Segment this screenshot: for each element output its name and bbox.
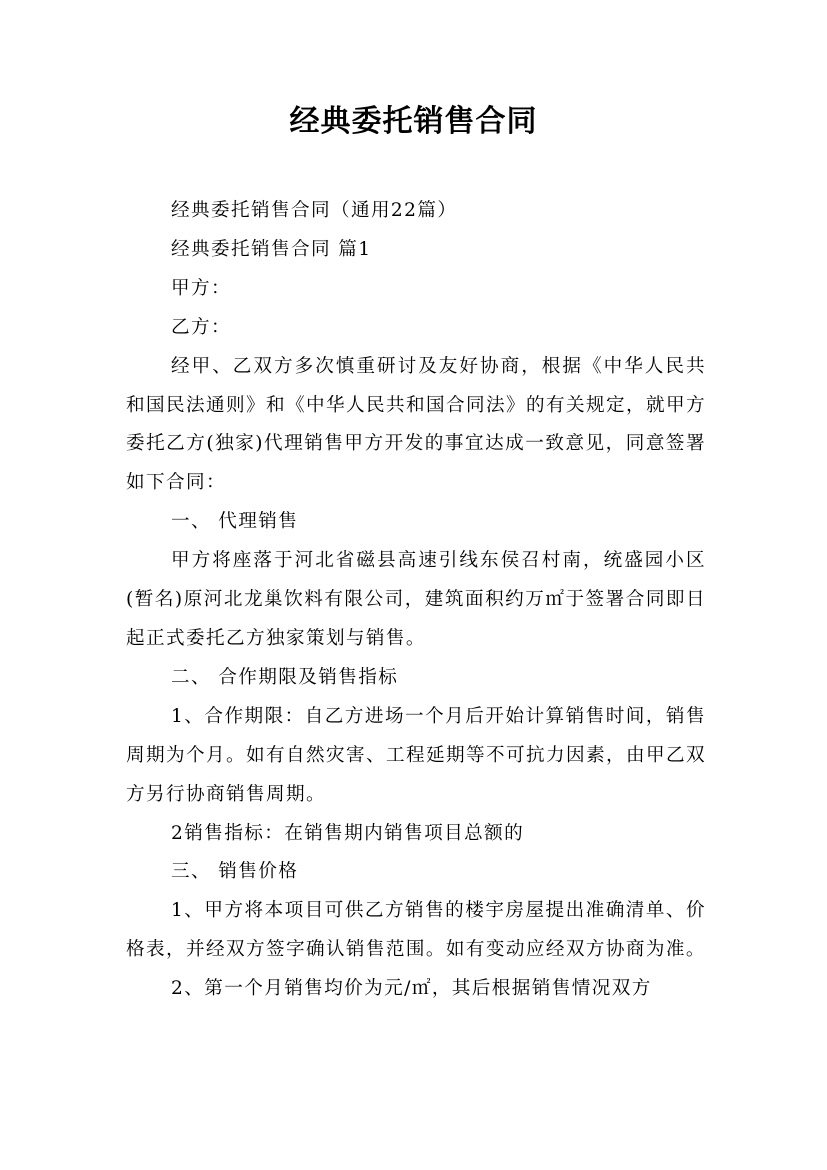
paragraph-party-b: 乙方： (171, 316, 231, 338)
paragraph-heading-1: 一、 代理销售 (171, 511, 299, 533)
paragraph-preamble: 经甲、乙双方多次慎重研讨及友好协商，根据《中华人民共和国民法通则》和《中华人民共和国合同法》的有关规定，就甲方委托乙方(独家)代理销售甲方开发的事宜达成一致意见，同意签署如下合同： (126, 355, 706, 494)
paragraph-sales-target: 2销售指标：在销售期内销售项目总额的 (171, 822, 525, 844)
paragraph-first-month-price: 2、第一个月销售均价为元/㎡，其后根据销售情况双方 (171, 978, 652, 1000)
paragraph-heading-2: 二、 合作期限及销售指标 (171, 666, 399, 688)
document-body (126, 192, 706, 1009)
document-title: 经典委托销售合同 (289, 104, 538, 139)
paragraph-heading-3: 三、 销售价格 (171, 861, 299, 883)
paragraph-party-a: 甲方： (171, 277, 231, 299)
paragraph-property: 甲方将座落于河北省磁县高速引线东侯召村南，统盛园小区(暂名)原河北龙巢饮料有限公司，建筑面积约万㎡于签署合同即日起正式委托乙方独家策划与销售。 (126, 550, 706, 649)
paragraph-term: 1、合作期限：自乙方进场一个月后开始计算销售时间，销售周期为个月。如有自然灾害、工程延期等不可抗力因素，由甲乙双方另行协商销售周期。 (126, 705, 706, 805)
paragraph-price-list: 1、甲方将本项目可供乙方销售的楼宇房屋提出准确清单、价格表，并经双方签字确认销售范围。如有变动应经双方协商为准。 (126, 900, 706, 961)
paragraph-subtitle: 经典委托销售合同（通用22篇） (171, 200, 458, 221)
paragraph-section-heading: 经典委托销售合同 篇1 (171, 238, 372, 260)
